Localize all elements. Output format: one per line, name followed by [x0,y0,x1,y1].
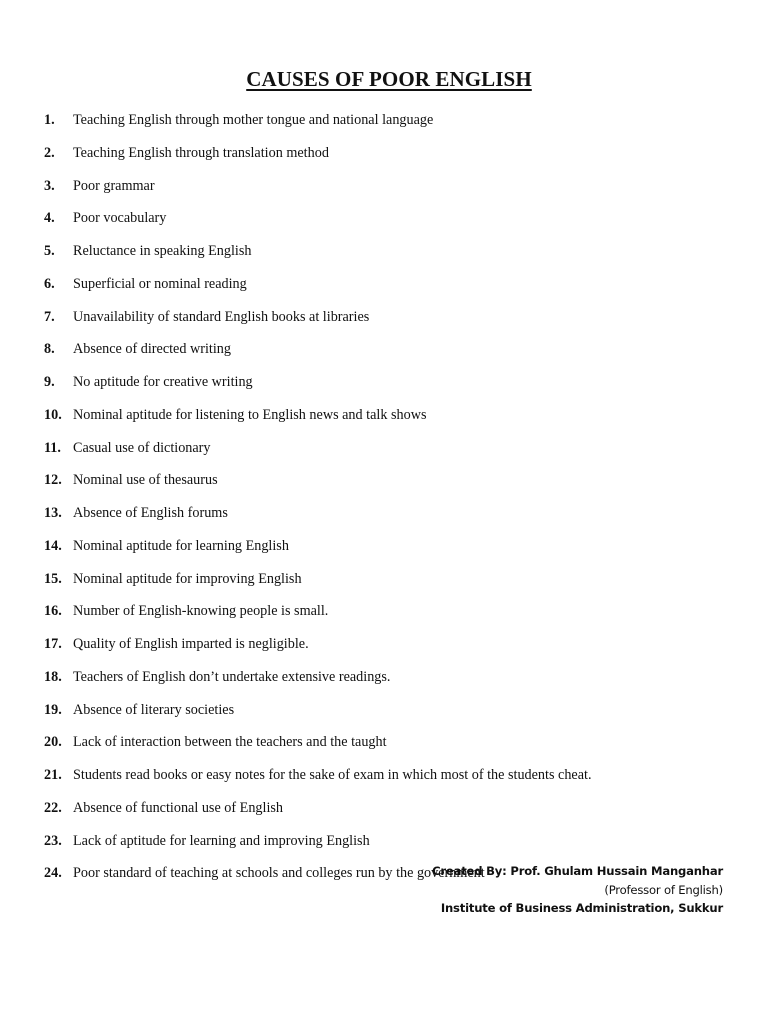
list-item-text: Poor standard of teaching at schools and colleges run by the government [73,865,485,882]
list-item-text: Students read books or easy notes for the sake of exam in which most of the students cheat. [73,767,592,783]
list-item-number: 21. [44,767,62,783]
list-item-number: 8. [44,341,55,358]
institute-name: Institute of Business Administration, Sukkur [440,901,723,915]
list-item-number: 12. [44,472,62,489]
list-item-text: Quality of English imparted is negligible. [73,636,309,652]
list-item-text: Casual use of dictionary [73,439,211,456]
author-role: (Professor of English) [604,882,723,897]
list-item-text: No aptitude for creative writing [73,374,253,390]
list-item-text: Nominal aptitude for learning English [73,537,289,554]
list-item-number: 10. [44,406,62,423]
list-item-text: Teachers of English don’t undertake extensive readings. [73,668,391,685]
list-item-number: 3. [44,177,55,194]
list-item-text: Nominal aptitude for improving English [73,570,302,587]
list-item-number: 23. [44,832,62,849]
list-item-number: 18. [44,668,62,685]
list-item-text: Nominal aptitude for listening to English news and talk shows [73,406,427,423]
list-item-number: 11. [44,439,61,456]
list-item-number: 14. [44,537,62,554]
list-item-text: Absence of literary societies [73,701,235,718]
list-item-text: Superficial or nominal reading [73,275,247,292]
list-item-number: 19. [44,701,62,718]
list-item-number: 16. [44,603,62,620]
list-item-text: Number of English-knowing people is small. [73,603,329,620]
list-item-number: 4. [44,210,55,227]
created-by-line: Created By: Prof. Ghulam Hussain Manganhar [432,864,723,878]
list-item-text: Poor grammar [73,177,155,194]
list-item-number: 1. [44,112,55,128]
list-item-number: 2. [44,144,55,161]
list-item-text: Nominal use of thesaurus [73,472,218,489]
list-item-number: 9. [44,374,55,390]
list-item-text: Absence of directed writing [73,341,231,358]
list-item-text: Poor vocabulary [73,210,167,227]
list-item-text: Absence of functional use of English [73,799,283,816]
page-title: CAUSES OF POOR ENGLISH [246,67,532,91]
list-item-number: 6. [44,275,55,292]
list-item-text: Lack of interaction between the teachers and the taught [73,734,387,751]
author-credit [432,862,723,918]
list-item-number: 17. [44,636,62,652]
list-item-text: Lack of aptitude for learning and improving English [73,832,370,849]
list-item-text: Teaching English through mother tongue and national language [73,112,434,128]
list-item-text: Reluctance in speaking English [73,243,252,259]
list-item-number: 20. [44,734,62,751]
list-item-text: Unavailability of standard English books at libraries [73,308,370,325]
list-item-number: 7. [44,308,55,325]
list-item-number: 13. [44,505,62,521]
list-item-number: 24. [44,865,62,882]
list-item-number: 22. [44,799,62,816]
list-item-text: Absence of English forums [73,505,228,521]
list-item-text: Teaching English through translation method [73,144,329,161]
list-item-number: 15. [44,570,62,587]
list-item-number: 5. [44,243,55,259]
